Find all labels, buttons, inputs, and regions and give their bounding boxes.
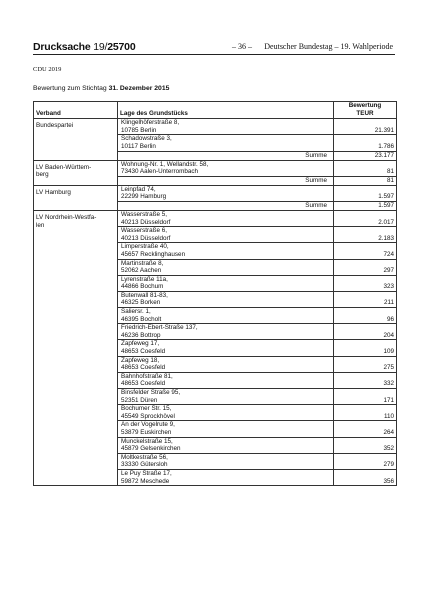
city-line: 46325 Borken [121,299,161,307]
section-heading: Bewertung zum Stichtag 31. Dezember 2015 [33,85,170,92]
verband-name-line: Bundespartei [36,122,74,130]
city-line: 45549 Sprockhövel [121,412,175,420]
street-line: Zapfeweg 18, [121,356,160,364]
city-line: 59872 Meschede [121,477,170,485]
address-cell [118,227,334,243]
address-cell [118,275,334,291]
value-cell: 332 [334,372,397,388]
address-cell [118,259,334,275]
street-line: Munckelstraße 15, [121,437,173,445]
street-line: Klingelhöferstraße 8, [121,119,180,127]
table-body [34,119,397,486]
address-cell [118,389,334,405]
publisher: Deutscher Bundestag – 19. Wahlperiode [264,42,393,51]
verband-cell [34,119,118,160]
value-cell: 96 [334,308,397,324]
street-line: Butenwall 81-83, [121,291,168,299]
address-cell [118,135,334,151]
city-line: 44866 Bochum [121,283,164,291]
address-cell [118,119,334,135]
verband-name-line: LV Nordrhein-Westfa- [36,213,97,221]
verband-cell [34,210,118,485]
street-line: Moltkestraße 56, [121,453,168,461]
city-line: 73430 Aalen-Unterrombach [121,168,199,176]
value-cell: 323 [334,275,397,291]
document-subheader: CDU 2019 [33,66,62,73]
street-line: Wasserstraße 6, [121,227,167,235]
city-line: 10117 Berlin [121,142,156,150]
value-cell: 2.017 [334,210,397,226]
value-cell: 1.597 [334,185,397,201]
city-line: 10785 Berlin [121,126,157,134]
city-line: 52351 Düren [121,396,158,404]
table-header-row [34,102,397,119]
address-cell [118,405,334,421]
table-row [34,185,397,201]
city-line: 48653 Coesfeld [121,348,166,356]
verband-cell [34,185,118,210]
city-line: 45879 Gelsenkirchen [121,445,181,453]
verband-name-line: berg [36,171,49,179]
value-cell: 81 [334,160,397,176]
property-valuation-table [33,101,397,486]
value-cell: 110 [334,405,397,421]
value-cell: 352 [334,437,397,453]
column-header-verband: Verband [34,102,118,119]
table-row [34,210,397,226]
value-cell: 724 [334,243,397,259]
city-line: 40213 Düsseldorf [121,234,171,242]
street-line: Wasserstraße 5, [121,210,167,218]
column-header-bewertung: Bewertung TEUR [334,102,397,119]
page-number: – 36 – [232,42,252,51]
address-cell [118,291,334,307]
table-row [34,119,397,135]
street-line: Leinpfad 74, [121,185,156,193]
address-cell [118,437,334,453]
verband-name-line: len [36,221,45,229]
street-line: Bochumer Str. 15, [121,405,172,413]
city-line: 33330 Gütersloh [121,461,168,469]
street-line: Saliersr. 1, [121,308,151,316]
street-line: Friedrich-Ebert-Straße 137, [121,324,198,332]
address-cell [118,453,334,469]
value-cell: 109 [334,340,397,356]
value-cell: 356 [334,469,397,485]
city-line: 48653 Coesfeld [121,364,166,372]
address-cell [118,308,334,324]
address-cell [118,160,334,176]
value-cell: 279 [334,453,397,469]
value-cell: 264 [334,421,397,437]
city-line: 52062 Aachen [121,267,162,275]
value-cell: 275 [334,356,397,372]
value-cell: 297 [334,259,397,275]
column-header-lage: Lage des Grundstücks [118,102,334,119]
sum-label: Summe [118,176,334,185]
address-cell [118,469,334,485]
address-cell [118,324,334,340]
value-cell: 204 [334,324,397,340]
street-line: Bahnhofstraße 81, [121,372,173,380]
street-line: Binsfelder Straße 95, [121,389,181,396]
header-rule [33,54,395,55]
street-line: Zapfeweg 17, [121,340,160,348]
value-cell: 211 [334,291,397,307]
page-header [33,41,393,53]
verband-cell [34,160,118,185]
value-cell: 2.183 [334,227,397,243]
street-line: Martinstraße 8, [121,259,164,267]
table-row [34,160,397,176]
address-cell [118,372,334,388]
street-line: Lyrenstraße 11a, [121,275,168,283]
address-cell [118,185,334,201]
street-line: Schadowstraße 3, [121,135,172,143]
city-line: 46236 Bottrop [121,331,161,339]
value-cell: 171 [334,389,397,405]
value-cell: 1.786 [334,135,397,151]
sum-value: 23.177 [334,151,397,160]
value-cell: 21.391 [334,119,397,135]
city-line: 40213 Düsseldorf [121,218,171,226]
street-line: An der Vogelrute 9, [121,421,175,429]
sum-value: 81 [334,176,397,185]
street-line: Limperstraße 40, [121,243,169,251]
street-line: Le Puy Straße 17, [121,469,172,477]
street-line: Wohnung-Nr. 1, Wellandstr. 58, [121,160,209,168]
sum-label: Summe [118,151,334,160]
address-cell [118,210,334,226]
sum-value: 1.597 [334,201,397,210]
city-line: 53879 Euskirchen [121,428,172,436]
sum-label: Summe [118,201,334,210]
address-cell [118,421,334,437]
address-cell [118,356,334,372]
verband-name-line: LV Baden-Württem- [36,163,92,171]
city-line: 48653 Coesfeld [121,380,166,388]
city-line: 46395 Bocholt [121,315,162,323]
address-cell [118,243,334,259]
verband-name-line: LV Hamburg [36,188,71,196]
drucksache-number: Drucksache 19/25700 [33,41,136,53]
address-cell [118,340,334,356]
city-line: 45657 Recklinghausen [121,250,186,258]
city-line: 22299 Hamburg [121,193,167,201]
